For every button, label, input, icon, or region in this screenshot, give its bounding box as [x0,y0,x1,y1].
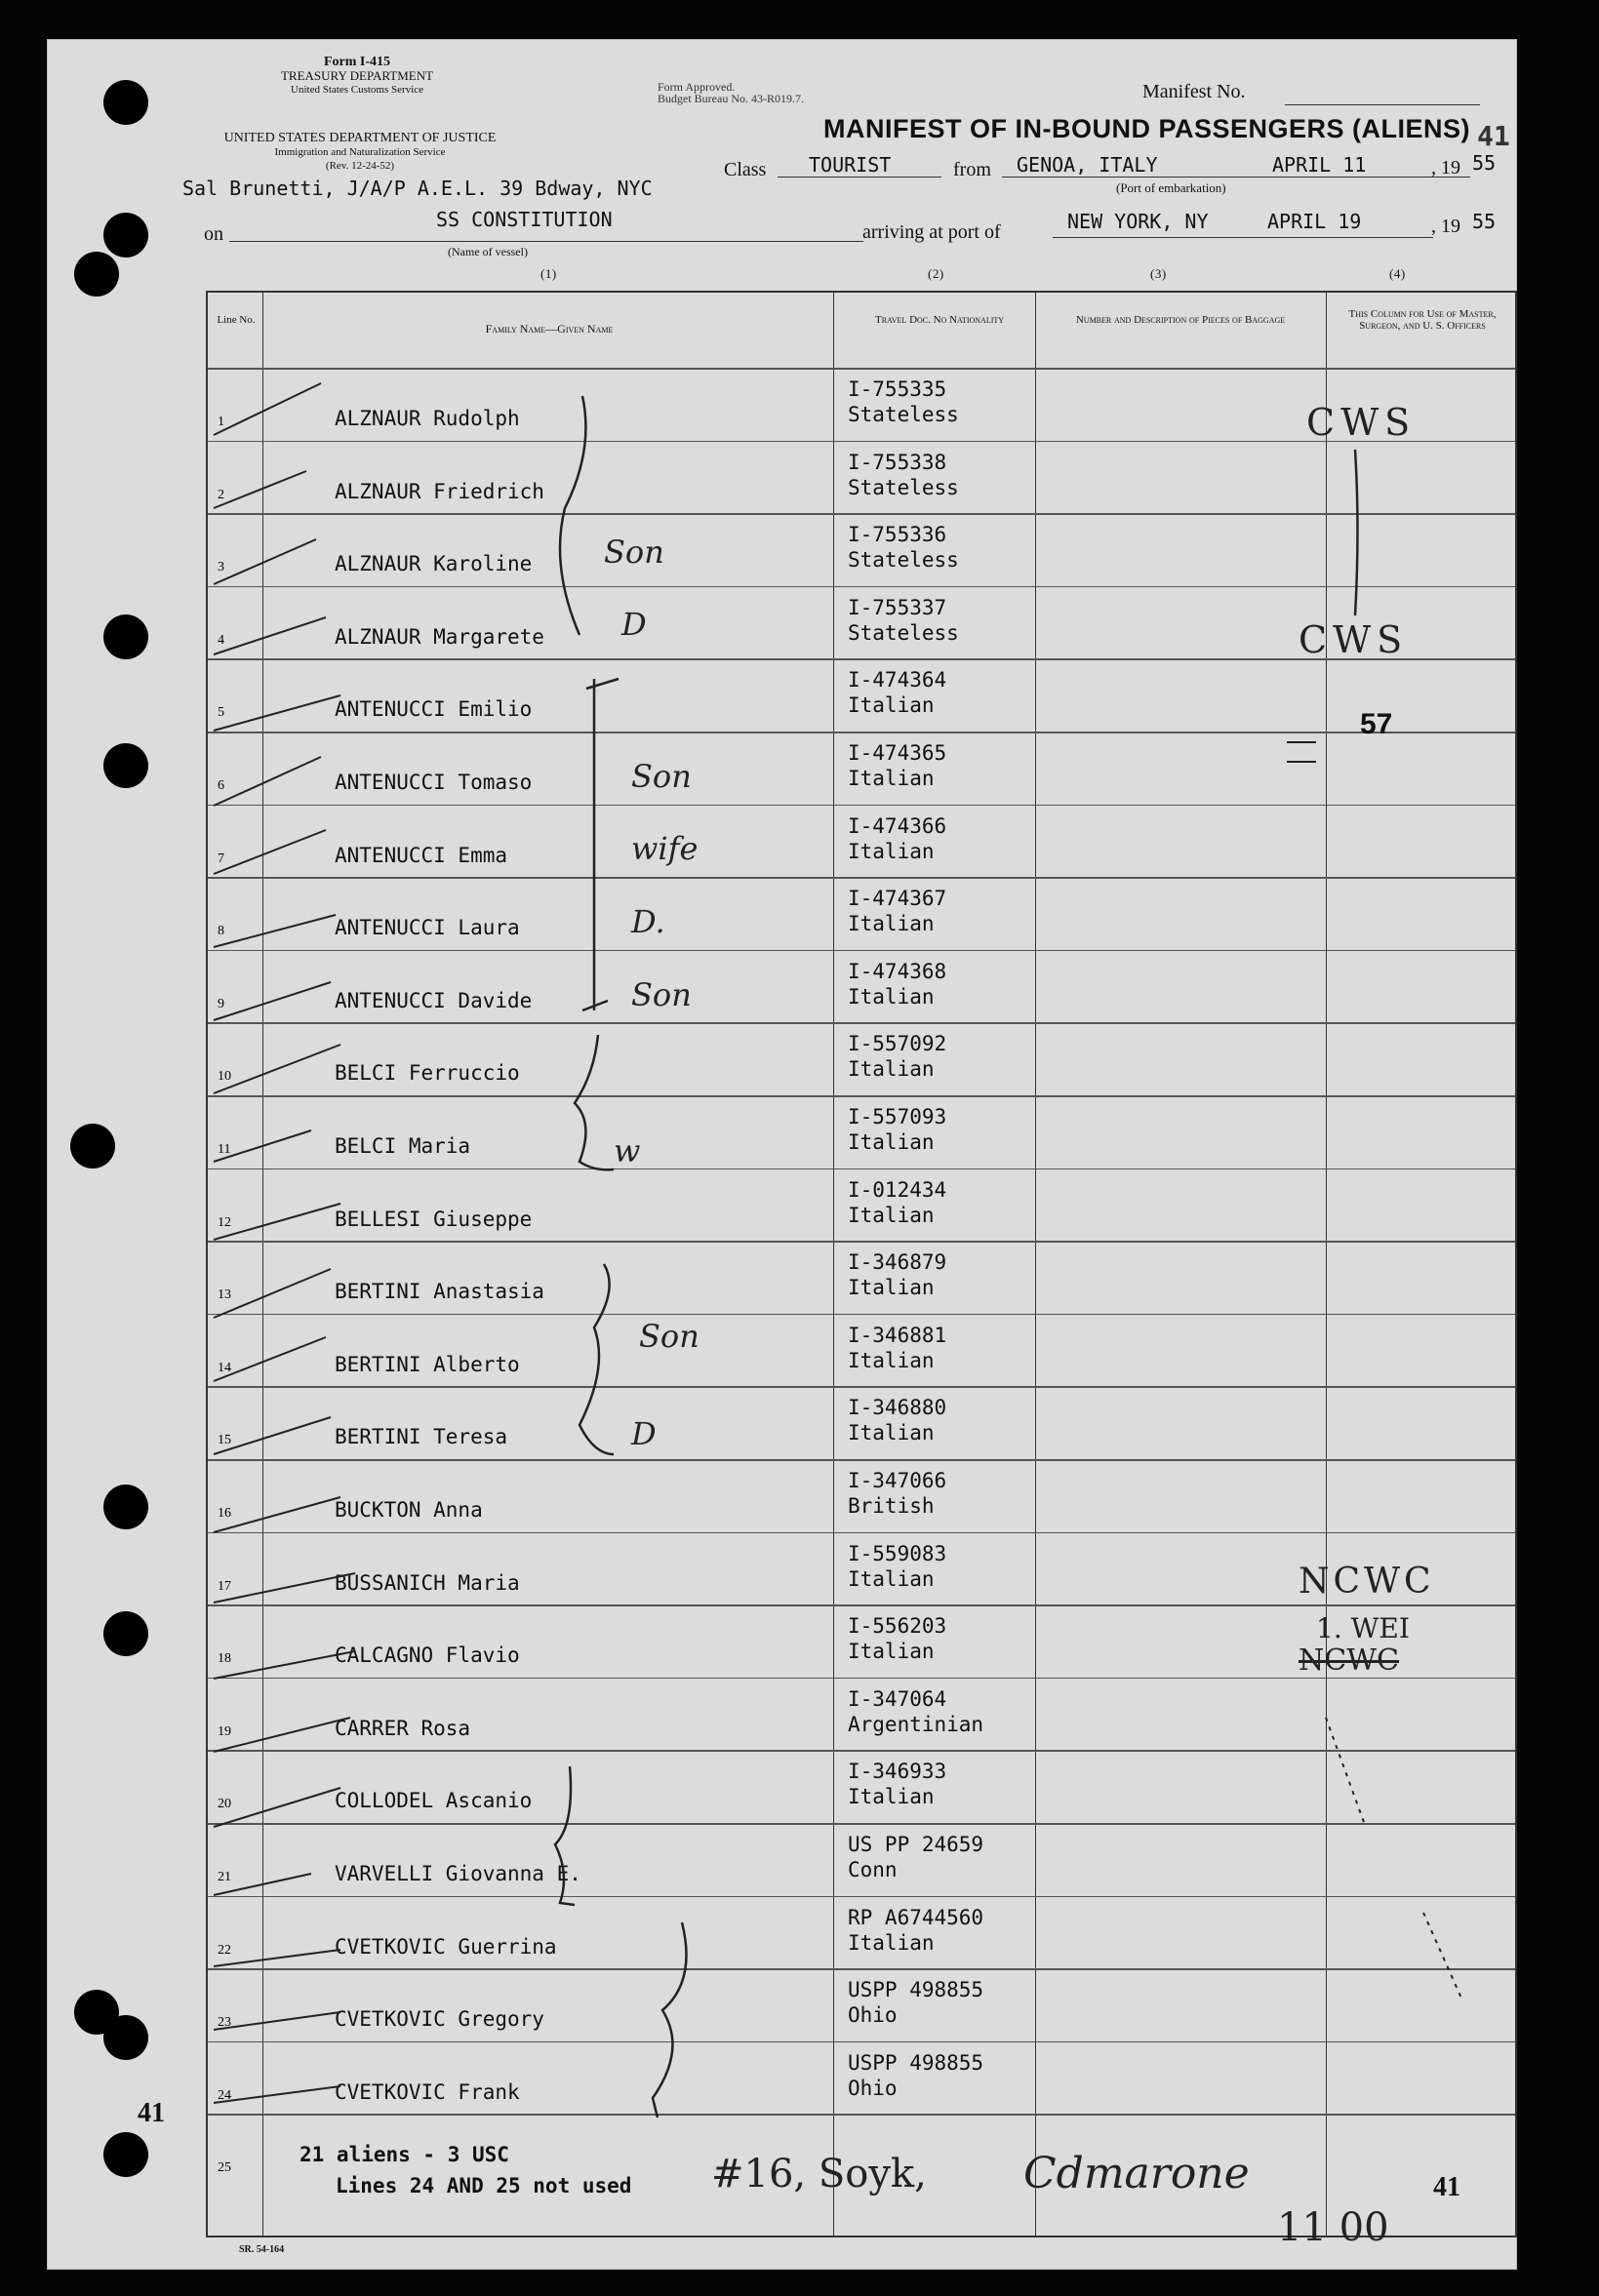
note-row9-son: Son [631,976,692,1013]
cws-top-note: CWS [1306,401,1417,444]
nationality: Italian [848,693,935,718]
passenger-name: BELCI Maria [335,1134,471,1158]
note-row14-son: Son [639,1318,700,1355]
punch-hole [103,743,148,788]
passenger-name: BELCI Ferruccio [335,1061,520,1086]
passenger-name: ANTENUCCI Tomaso [335,771,533,794]
embark-year-prefix: , 19 [1431,157,1460,178]
row5-number: 57 [1360,708,1393,740]
header-officers: This Column for Use of Master, Surgeon, and U. S. Officers [1348,308,1497,332]
arrival-date: APRIL 19 [1267,210,1362,233]
vessel-caption: (Name of vessel) [448,245,528,258]
form-approved: Form Approved. [658,80,736,94]
nationality: Italian [848,912,935,936]
row-line-number: 12 [218,1214,231,1230]
note-row8-d: D. [631,903,665,940]
punch-hole [103,80,148,125]
row-line-number: 20 [218,1797,231,1812]
travel-doc-number: USPP 498855 [848,1978,984,2002]
nationality: Stateless [848,620,959,645]
nationality: Italian [848,984,935,1009]
row-line-number: 4 [218,632,224,648]
travel-doc-number: USPP 498855 [848,2050,984,2075]
travel-doc-number: I-474367 [848,887,947,911]
passenger-name: BUCKTON Anna [335,1498,483,1522]
row-line-number: 18 [218,1651,231,1667]
row-line-number: 17 [218,1578,231,1594]
passenger-name: BERTINI Teresa [335,1425,508,1449]
customs-service: United States Customs Service [291,84,423,96]
travel-doc-number: I-556203 [848,1614,947,1639]
signature: Cdmarone [1023,2149,1250,2198]
header-name: Family Name—Given Name [485,322,614,336]
manifest-title: MANIFEST OF IN-BOUND PASSENGERS (ALIENS) [823,114,1471,143]
arrival-year: 55 [1472,210,1497,233]
row-line-number: 1 [218,415,224,429]
nationality: Italian [848,1640,935,1664]
bottom-page-number: 41 [1433,2172,1460,2202]
from-value: GENOA, ITALY [1017,153,1158,177]
row-line-number: 14 [218,1360,231,1375]
travel-doc-number: I-755335 [848,377,947,401]
passenger-name: ALZNAUR Margarete [335,624,544,649]
passenger-name: COLLODEL Ascanio [335,1789,533,1813]
arriving-label: arriving at port of [862,221,1001,243]
row-line-number: 11 [218,1142,231,1157]
nationality: Italian [848,1203,935,1227]
row-line-number: 21 [218,1870,231,1884]
row-line-number: 23 [218,2015,231,2031]
punch-hole [103,2132,148,2177]
travel-doc-number: I-347066 [848,1469,947,1492]
port-of-arrival: NEW YORK, NY [1067,210,1209,233]
vessel-name: SS CONSTITUTION [436,208,613,231]
passenger-name: ALZNAUR Rudolph [335,407,520,430]
nationality: Conn [848,1858,898,1881]
row-line-number: 25 [218,2160,231,2176]
embark-year: 55 [1472,151,1497,175]
row-line-number: 24 [218,2087,231,2103]
row17-note: NCWC [1299,1562,1435,1602]
punch-hole [103,213,148,257]
nationality: Stateless [848,475,959,499]
passenger-name: ANTENUCCI Davide [335,988,533,1012]
row-line-number: 10 [218,1069,231,1085]
travel-doc-number: I-346879 [848,1250,947,1275]
on-label: on [204,223,223,245]
travel-doc-number: I-346880 [848,1396,947,1420]
justice-dept: UNITED STATES DEPARTMENT OF JUSTICE [223,131,497,145]
treasury-dept: TREASURY DEPARTMENT [280,68,434,83]
travel-doc-number: I-755338 [848,450,947,474]
passenger-name: VARVELLI Giovanna E. [335,1862,581,1885]
header-travel-doc: Travel Doc. No Nationality [874,314,1005,326]
passenger-name: ANTENUCCI Emma [335,843,508,867]
passenger-name: BERTINI Alberto [335,1352,520,1376]
embark-date: APRIL 11 [1272,153,1367,177]
travel-doc-number: I-474368 [848,959,947,983]
time-mark: 11 00 [1277,2205,1389,2250]
nationality: Argentinian [848,1712,984,1736]
row-line-number: 15 [218,1433,231,1448]
travel-doc-number: I-347064 [848,1686,947,1711]
row-line-number: 5 [218,705,224,721]
passenger-name: ALZNAUR Friedrich [335,479,544,503]
travel-doc-number: I-346881 [848,1323,947,1347]
note-row11-w: w [614,1132,641,1169]
row-line-number: 3 [218,560,224,575]
travel-doc-number: I-474364 [848,668,947,693]
manifest-no-label: Manifest No. [1142,81,1246,102]
passenger-name: CVETKOVIC Frank [335,2079,520,2104]
class-value: TOURIST [809,153,892,177]
passenger-name: CVETKOVIC Gregory [335,2007,544,2032]
col-number-3: (3) [1150,266,1167,281]
arrival-year-prefix: , 19 [1431,216,1460,237]
passenger-name: CARRER Rosa [335,1716,471,1740]
passenger-name: CALCAGNO Flavio [335,1643,520,1668]
punch-hole [74,252,119,297]
nationality: Italian [848,839,935,863]
nationality: Italian [848,1421,935,1445]
nationality: Italian [848,1785,935,1809]
nationality: Stateless [848,403,959,426]
travel-doc-number: I-346933 [848,1760,947,1784]
travel-doc-number: I-012434 [848,1177,947,1202]
punch-hole [70,1124,115,1168]
row-line-number: 16 [218,1506,231,1521]
col-number-4: (4) [1389,266,1406,281]
summary-aliens: 21 aliens - 3 USC [300,2143,509,2166]
row18-note-1: 1. WEI [1316,1612,1410,1644]
nationality: Italian [848,1566,935,1591]
nationality: Italian [848,1348,935,1372]
passenger-name: BUSSANICH Maria [335,1570,520,1595]
margin-page-number: 41 [138,2098,165,2128]
travel-doc-number: I-755336 [848,523,947,547]
row-line-number: 7 [218,851,224,866]
header-line-no: Line No. [217,314,256,326]
passenger-name: ALZNAUR Karoline [335,552,533,576]
col-number-1: (1) [540,266,557,281]
nationality: Italian [848,1930,935,1955]
revision: (Rev. 12-24-52) [325,160,395,172]
note-row4-d: D [621,606,647,643]
nationality: Italian [848,1276,935,1300]
passenger-name: ANTENUCCI Laura [335,916,520,940]
row-line-number: 8 [218,924,224,939]
travel-doc-number: I-557093 [848,1105,947,1128]
budget-number: Budget Bureau No. 43-R019.7. [658,92,804,105]
footer-hand-note: #16, Soyk, [711,2152,927,2197]
embark-caption: (Port of embarkation) [1116,180,1226,195]
passenger-name: BERTINI Anastasia [335,1280,544,1304]
ins-service: Immigration and Naturalization Service [274,146,446,158]
row-line-number: 22 [218,1942,231,1958]
travel-doc-number: I-559083 [848,1541,947,1565]
nationality: Italian [848,767,935,790]
manifest-page [47,39,1517,2270]
row-line-number: 2 [218,487,224,502]
punch-hole [103,614,148,659]
class-label: Class [724,159,767,180]
travel-doc-number: I-755337 [848,595,947,619]
note-row15-d: D [631,1415,657,1452]
cws-bottom-note: CWS [1299,618,1409,661]
row-line-number: 6 [218,778,224,793]
agent-line: Sal Brunetti, J/A/P A.E.L. 39 Bdway, NYC [182,177,653,200]
punch-hole [103,2015,148,2060]
punch-hole [103,1611,148,1656]
header-baggage: Number and Description of Pieces of Baggage [1075,314,1286,326]
footer-code: SR. 54-164 [239,2244,285,2255]
note-row6-son: Son [631,758,692,795]
note-row3-son: Son [604,534,664,571]
note-row7-wife: wife [631,830,699,867]
col-number-2: (2) [928,266,944,281]
nationality: British [848,1494,935,1518]
summary-lines-not-used: Lines 24 AND 25 not used [336,2174,632,2197]
row18-note-2: NCWC [1299,1643,1399,1678]
nationality: Italian [848,1130,935,1154]
travel-doc-number: RP A6744560 [848,1905,984,1929]
row-line-number: 13 [218,1287,231,1303]
nationality: Ohio [848,2003,898,2028]
passenger-name: ANTENUCCI Emilio [335,697,533,722]
from-label: from [953,159,991,180]
punch-hole [103,1484,148,1529]
page-number: 41 [1477,120,1510,152]
travel-doc-number: I-474366 [848,813,947,838]
nationality: Ohio [848,2076,898,2100]
bracket-marks [48,40,1516,2269]
form-number: Form I-415 [323,55,391,69]
travel-doc-number: I-474365 [848,741,947,765]
row-line-number: 9 [218,996,224,1011]
row-line-number: 19 [218,1723,231,1739]
passenger-name: CVETKOVIC Guerrina [335,1934,557,1959]
passenger-name: BELLESI Giuseppe [335,1207,533,1231]
nationality: Italian [848,1057,935,1082]
travel-doc-number: US PP 24659 [848,1833,984,1856]
nationality: Stateless [848,548,959,573]
travel-doc-number: I-557092 [848,1032,947,1056]
